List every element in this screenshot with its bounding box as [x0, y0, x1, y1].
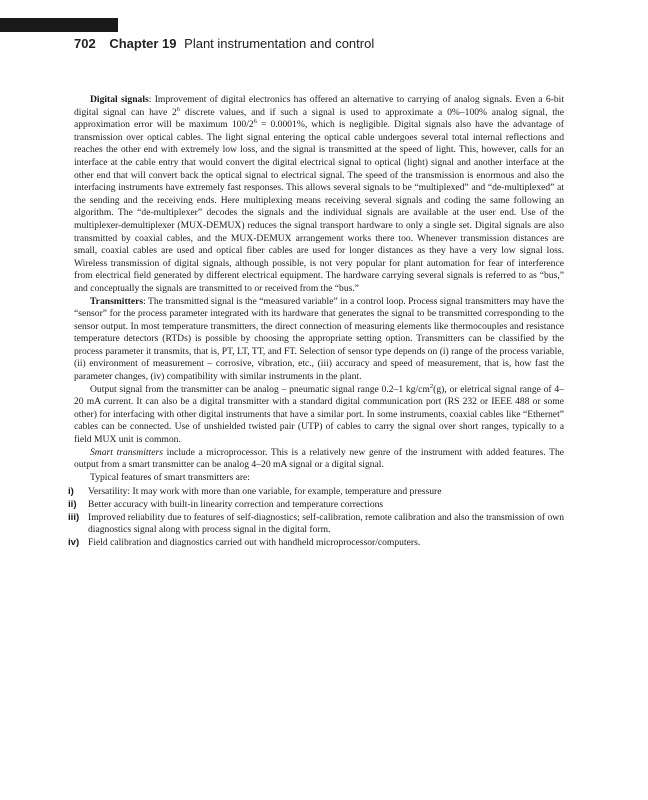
paragraph-smart-transmitters: [74, 447, 564, 472]
paragraph-text: : Improvement of digital electronics has offered an alternative to carrying of analog signals. Even a 6-bit digital signal can have 2: [74, 94, 564, 118]
page-number: 702: [74, 36, 96, 51]
list-number: iii): [68, 511, 80, 523]
chapter-title: Plant instrumentation and control: [184, 36, 375, 51]
list-number: iv): [68, 536, 80, 548]
paragraph-text: Output signal from the transmitter can be analog – pneumatic signal range 0.2–1 kg/cm: [90, 383, 430, 395]
body-text: [68, 94, 564, 549]
list-item: [68, 536, 564, 550]
list-text: Versatility: It may work with more than one variable, for example, temperature and pressure: [88, 486, 442, 498]
paragraph-lead: Smart transmitters: [90, 446, 163, 458]
paragraph-features-intro: Typical features of smart transmitters are:: [90, 471, 250, 483]
list-item: [68, 499, 564, 512]
paragraph-text: = 0.0001%, which is negligible. Digital signals also have the advantage of transmission over optical cables. The light signal entering the optical cable undergoes several total internal reflections and reaches the other end with extremely low loss, and the signal is transmitted at the speed of light. This, however, calls for an interface at the cable entry that would convert the digital electrical signal to optical (light) signal and another interface at the other end that will convert back the optical signal to electrical signal. The speed of the transmission is enormous and also the interfacing instruments have extremely fast responses. This allows several signals to be “multiplexed” and “de-multiplexed” at the sending and the receiving ends. Here multiplexing means receiving several signals and coding the same following an algorithm. The “de-multiplexer” decodes the signals and the individual signals are available at the user end. Use of the multiplexer-demultiplexer (MUX-DEMUX) reduces the signal transport hardware to only a single set. Digital signals are also transmitted by coaxial cables, and the MUX-DEMUX arrangement works there too. Whenever transmission distances are small, coaxial cables are used and optical fiber cables are used for longer distances as they have a very low signal loss. Wireless transmission of digital signals, although possible, is not very popular for plant automation for fear of interference from electrical field generated by different electrical equipment. The hardware carrying several signals is referred to as “bus,” and conceptually the signals are transmitted to or received from the “bus.”: [74, 119, 564, 294]
features-list: [68, 486, 564, 549]
paragraph-lead: Transmitters: [90, 295, 144, 307]
list-text: Field calibration and diagnostics carried out with handheld microprocessor/computers.: [88, 536, 421, 548]
list-item: [68, 511, 564, 537]
superscript: 2: [429, 382, 434, 390]
chapter-label: Chapter 19: [109, 36, 177, 51]
paragraph-transmitters: [74, 296, 564, 384]
list-text: Better accuracy with built-in linearity correction and temperature corrections: [88, 499, 384, 510]
list-number: i): [68, 486, 74, 498]
paragraph-text: (g), or eletrical signal range of 4–20 mA current. It can also be a digital transmitter with a standard digital communication port (RS 232 or IEEE 488 or some other) for interfacing with other digital instruments that have a similar port. In some instruments, coaxial cables like “Ethernet” cables can be connected. Use of unshielded twisted pair (UTP) of cables to carry the signal over short ranges, typically to a field MUX unit is common.: [74, 383, 564, 446]
list-text: Improved reliability due to features of self-diagnostics; self-calibration, remote calibration and also the transmission of own diagnostics signal along with process signal in the digital form.: [88, 511, 564, 536]
superscript: 6: [176, 105, 181, 113]
header-bar: [0, 18, 118, 32]
paragraph-text: include a microprocessor. This is a relatively new genre of the instrument with added features. The output from a smart transmitter can be analog 4–20 mA signal or a digital signal.: [74, 446, 564, 471]
paragraph-digital-signals: [74, 94, 564, 296]
list-number: ii): [68, 499, 77, 510]
running-header: [74, 36, 374, 51]
paragraph-text: discrete values, and if such a signal is used to approximate a 0%–100% analog signal, the approximation error will be maximum 100/2: [74, 106, 564, 131]
list-item: [68, 486, 564, 499]
superscript: 6: [253, 118, 257, 125]
paragraph-output-signal: [74, 384, 564, 447]
paragraph-lead: Digital signals: [90, 94, 149, 105]
paragraph-text: : The transmitted signal is the “measured variable” in a control loop. Process signal transmitters may have the “sensor” for the process parameter integrated with its hardware that generates the signal to be transmitted corresponding to the sensor output. In most temperature transmitters, the direct connection of measuring elements like thermocouples and resistance temperature detectors (RTDs) is possible by choosing the appropriate setting option. Transmitters can be classified by the process parameter it transmits, that is, PT, LT, TT, and FT. Selection of sensor type depends on (i) range of the process variable, (ii) environment of measurement – corrosive, vibration, etc., (iii) accuracy and speed of measurement, that is, how fast the parameter changes, (iv) compatibility with similar instruments in the plant.: [74, 295, 564, 383]
